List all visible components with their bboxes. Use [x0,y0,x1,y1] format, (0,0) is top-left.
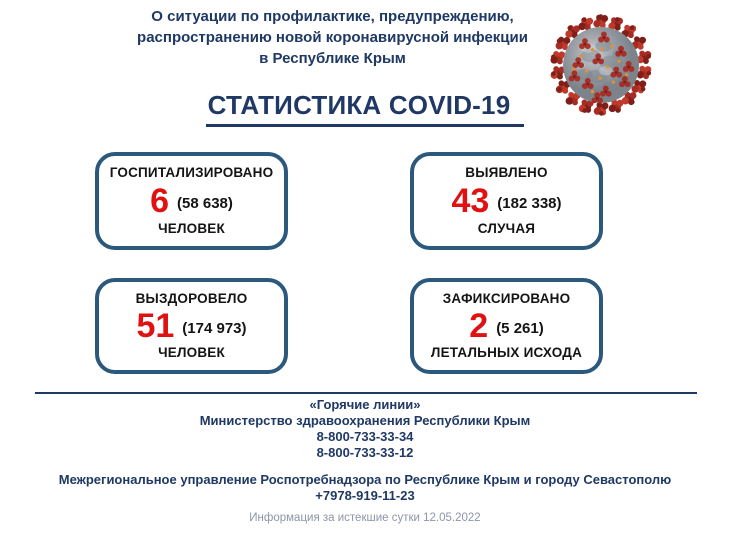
stat-card-hospitalized [95,152,288,250]
stat-card-deaths [410,278,603,374]
subtitle-line-2: распространению новой коронавирусной инфекции [137,29,528,46]
hotlines-heading: «Горячие линии» [309,397,421,412]
ministry-phone-1: 8-800-733-33-34 [316,429,414,444]
ministry-name: Министерство здравоохранения Республики Крым [199,413,531,428]
ministry-phone-2: 8-800-733-33-12 [316,445,414,460]
page-title: СТАТИСТИКА COVID-19 [206,90,525,127]
stat-label-bottom: ЛЕТАЛЬНЫХ ИСХОДА [430,345,583,360]
stat-value: 6 [150,181,170,220]
stat-card-recovered [95,278,288,374]
stat-cumulative-total: (58 638) [177,195,233,212]
data-period-note: Информация за истекшие сутки 12.05.2022 [249,512,481,524]
stat-value-row [469,306,544,345]
stat-value-row [451,181,562,220]
stat-value: 43 [451,181,490,220]
hotlines-section [0,397,730,526]
stat-label-top: ЗАФИКСИРОВАНО [442,291,571,306]
section-divider-line [35,392,697,394]
stat-label-top: ВЫЯВЛЕНО [465,165,548,180]
stat-value: 2 [469,306,489,345]
stat-label-top: ГОСПИТАЛИЗИРОВАНО [109,165,274,180]
subtitle-line-3: в Республике Крым [259,50,406,67]
stat-card-detected [410,152,603,250]
stat-value-row [150,181,233,220]
rospotrebnadzor-name: Межрегиональное управление Роспотребнадзора по Республике Крым и городу Севастополю [58,472,672,487]
stat-cumulative-total: (5 261) [496,320,544,337]
stat-value: 51 [136,306,175,345]
slide-subtitle [60,6,605,69]
rospotrebnadzor-phone: +7978-919-11-23 [315,488,415,503]
stat-label-bottom: СЛУЧАЯ [477,221,536,236]
stat-cumulative-total: (174 973) [182,320,247,337]
stat-label-top: ВЫЗДОРОВЕЛО [135,291,248,306]
stat-cumulative-total: (182 338) [497,195,562,212]
subtitle-line-1: О ситуации по профилактике, предупреждению, [151,8,514,25]
stat-value-row [136,306,247,345]
title-row [0,90,730,127]
stat-label-bottom: ЧЕЛОВЕК [158,221,225,236]
stat-label-bottom: ЧЕЛОВЕК [158,345,225,360]
